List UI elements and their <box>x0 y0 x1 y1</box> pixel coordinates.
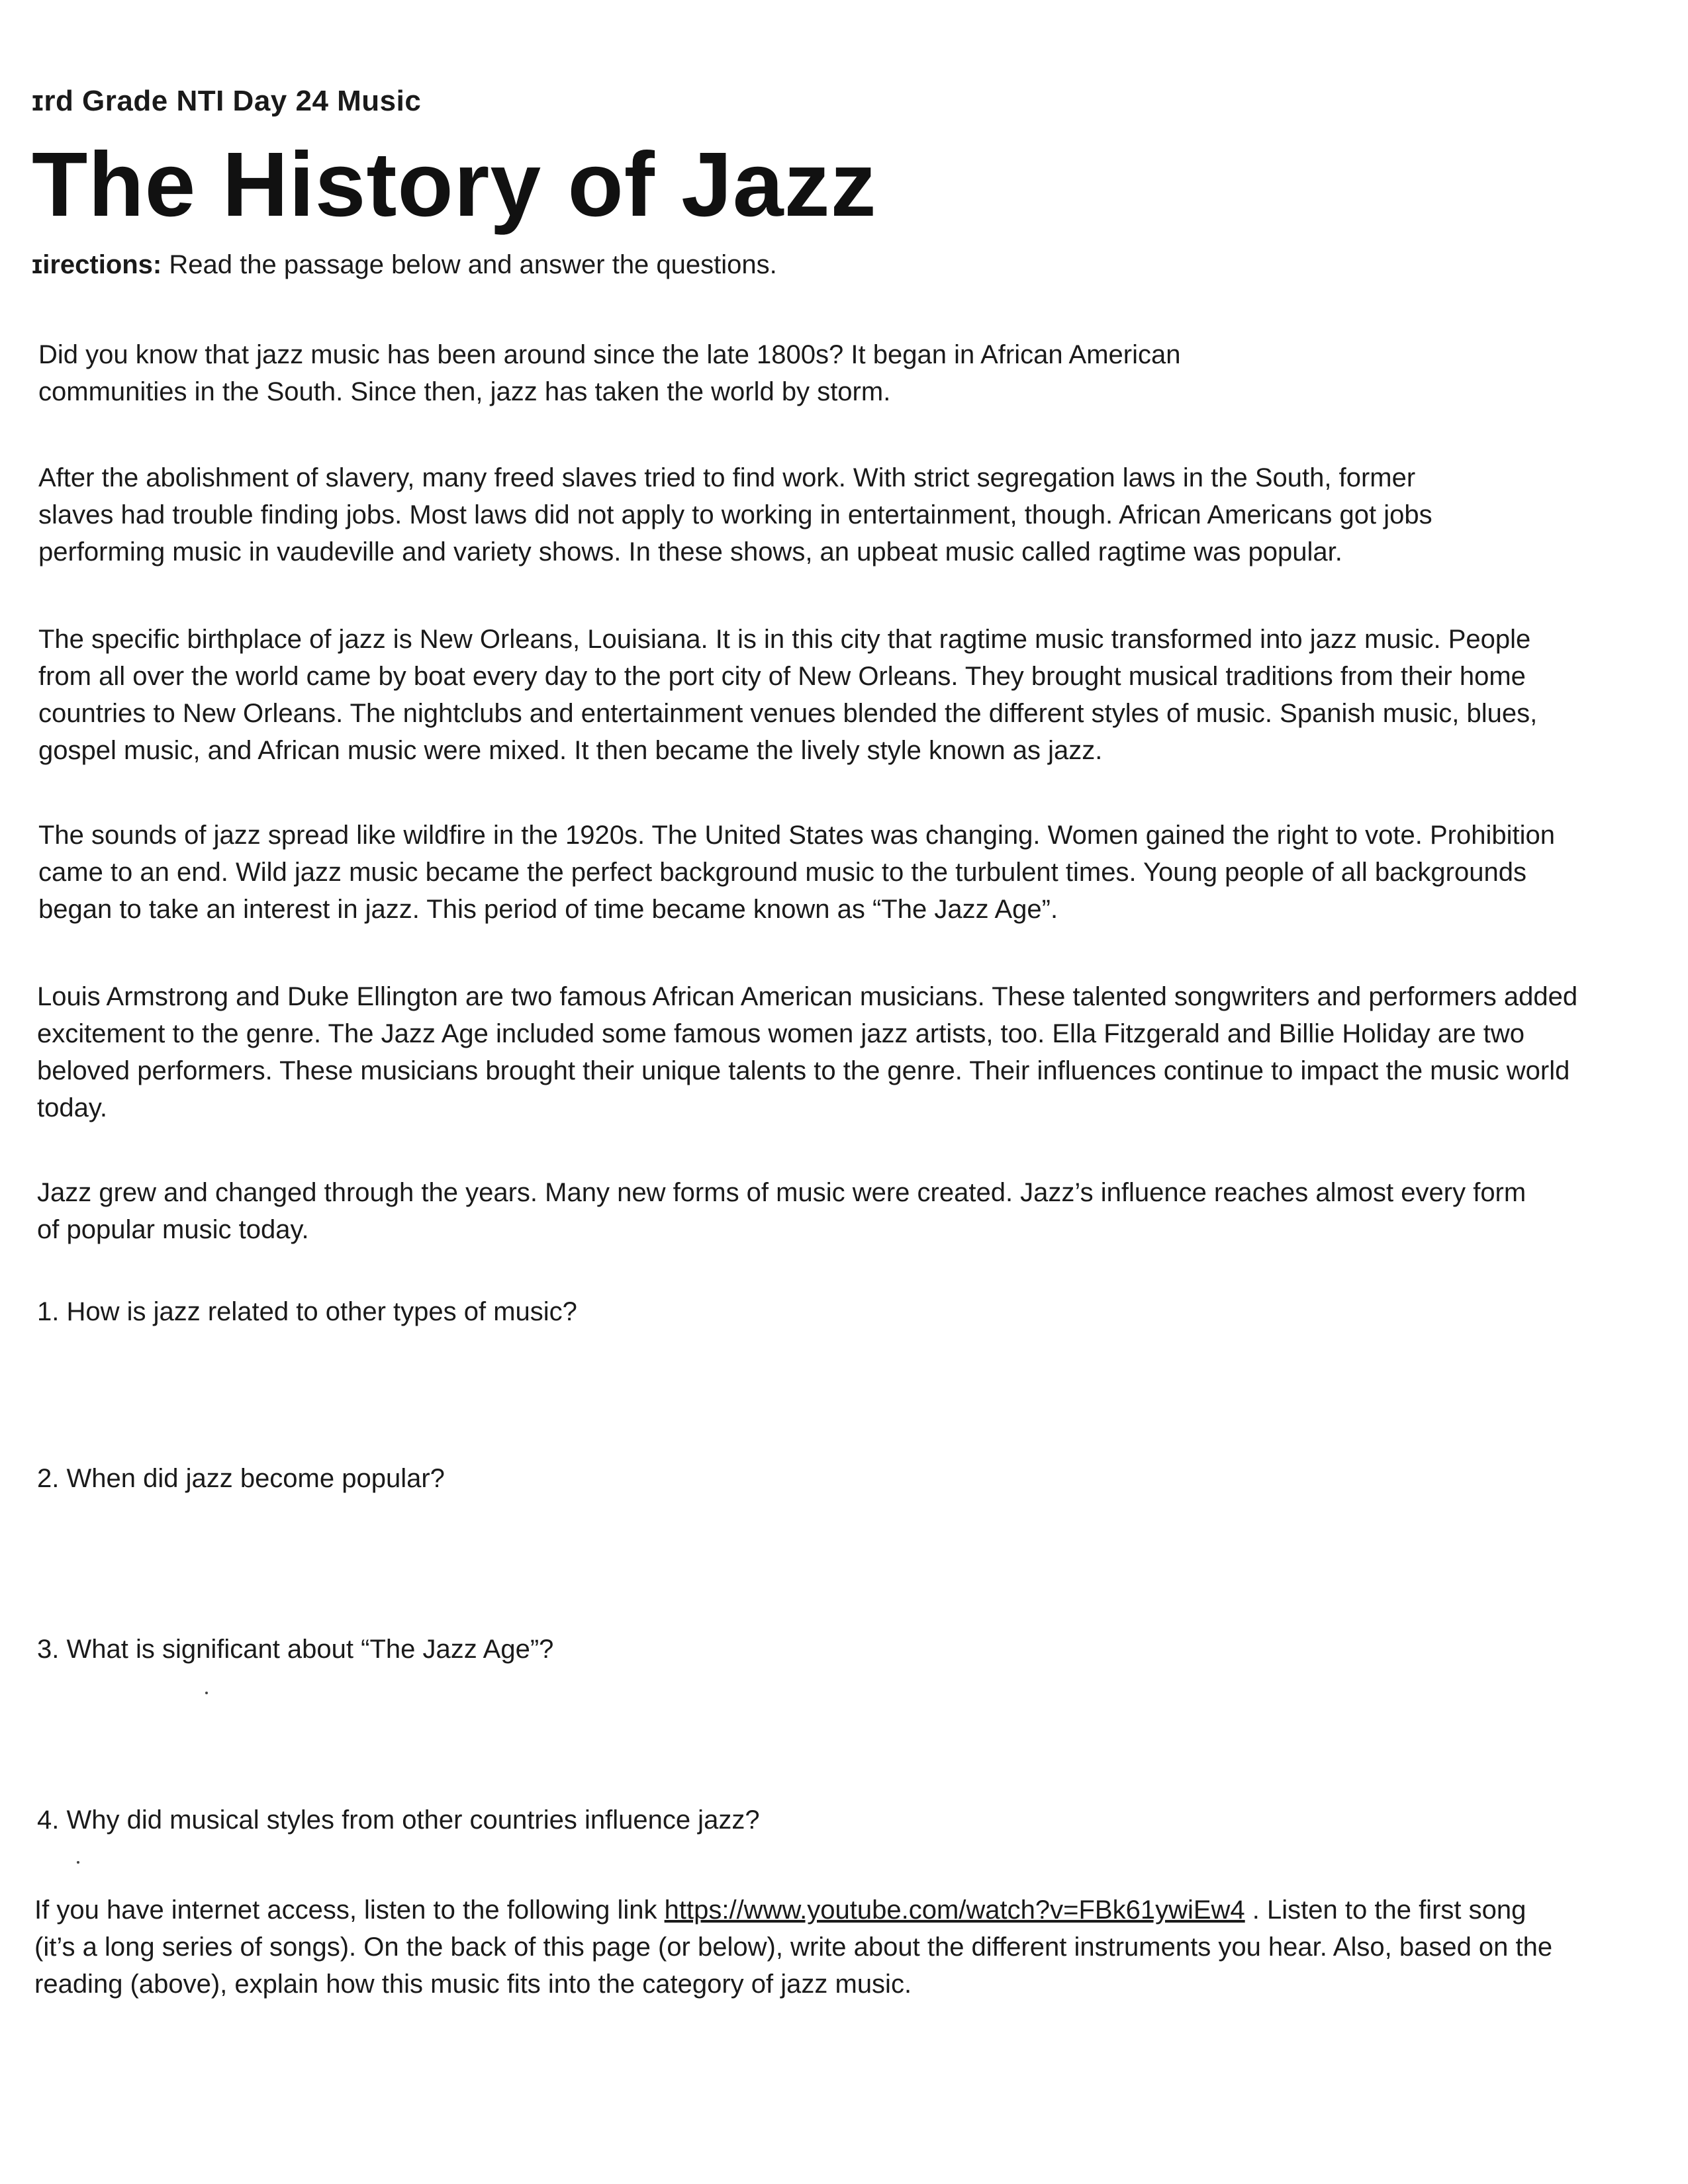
closing-instructions <box>34 1891 1663 2003</box>
passage-line: Louis Armstrong and Duke Ellington are two famous African American musicians. These talented songwriters and performers added <box>37 982 1578 1011</box>
closing-line-3: reading (above), explain how this music fits into the category of jazz music. <box>34 1970 912 1999</box>
page-title: The History of Jazz <box>32 134 877 236</box>
question-4: 4. Why did musical styles from other countries influence jazz? <box>37 1805 760 1835</box>
passage-line: The specific birthplace of jazz is New Orleans, Louisiana. It is in this city that ragtime music transformed into jazz music. People <box>38 625 1531 654</box>
closing-line-2: (it’s a long series of songs). On the back of this page (or below), write about the different instruments you hear. Also, based on the <box>34 1933 1553 1962</box>
passage-line: today. <box>37 1093 107 1122</box>
passage-line: communities in the South. Since then, jazz has taken the world by storm. <box>38 377 891 406</box>
passage-line: The sounds of jazz spread like wildfire in the 1920s. The United States was changing. Women gained the right to vote. Prohibition <box>38 821 1555 850</box>
closing-text-before-link: If you have internet access, listen to the following link <box>34 1895 665 1925</box>
passage-line: Did you know that jazz music has been around since the late 1800s? It began in African American <box>38 340 1181 369</box>
scan-speck <box>205 1692 208 1694</box>
passage-paragraph-3 <box>38 621 1667 769</box>
passage-paragraph-6 <box>37 1174 1665 1248</box>
directions-text: Read the passage below and answer the questions. <box>162 250 777 279</box>
passage-line: came to an end. Wild jazz music became the perfect background music to the turbulent times. Young people of all backgrounds <box>38 858 1526 887</box>
passage-line: from all over the world came by boat every day to the port city of New Orleans. They brought musical traditions from their home <box>38 662 1526 691</box>
passage-paragraph-1 <box>38 336 1667 410</box>
passage-line: performing music in vaudeville and variety shows. In these shows, an upbeat music called ragtime was popular. <box>38 537 1342 567</box>
question-1: 1. How is jazz related to other types of music? <box>37 1297 577 1326</box>
passage-line: began to take an interest in jazz. This period of time became known as “The Jazz Age”. <box>38 895 1058 924</box>
closing-text-after-link: . Listen to the first song <box>1244 1895 1526 1925</box>
passage-line: gospel music, and African music were mixed. It then became the lively style known as jazz. <box>38 736 1103 765</box>
passage-paragraph-2 <box>38 459 1667 570</box>
passage-paragraph-5 <box>37 978 1665 1126</box>
passage-paragraph-4 <box>38 817 1667 928</box>
passage-line: slaves had trouble finding jobs. Most laws did not apply to working in entertainment, though. African Americans got jobs <box>38 500 1432 529</box>
passage-line: of popular music today. <box>37 1215 309 1244</box>
closing-line-1 <box>34 1891 1663 1929</box>
question-3: 3. What is significant about “The Jazz Age”? <box>37 1635 554 1664</box>
page-subtitle: ɪrd Grade NTI Day 24 Music <box>32 85 422 117</box>
directions <box>32 250 777 280</box>
passage-line: countries to New Orleans. The nightclubs and entertainment venues blended the different styles of music. Spanish music, blues, <box>38 699 1538 728</box>
directions-label: ɪirections: <box>32 250 162 279</box>
question-2: 2. When did jazz become popular? <box>37 1464 445 1493</box>
passage-line: excitement to the genre. The Jazz Age included some famous women jazz artists, too. Ella Fitzgerald and Billie Holiday are two <box>37 1019 1525 1048</box>
passage-line: After the abolishment of slavery, many freed slaves tried to find work. With strict segregation laws in the South, former <box>38 463 1416 492</box>
passage-line: Jazz grew and changed through the years. Many new forms of music were created. Jazz’s influence reaches almost every form <box>37 1178 1526 1207</box>
youtube-link[interactable]: https://www.youtube.com/watch?v=FBk61ywiEw4 <box>664 1895 1245 1925</box>
passage-line: beloved performers. These musicians brought their unique talents to the genre. Their influences continue to impact the music world <box>37 1056 1570 1085</box>
scan-speck <box>77 1861 79 1864</box>
